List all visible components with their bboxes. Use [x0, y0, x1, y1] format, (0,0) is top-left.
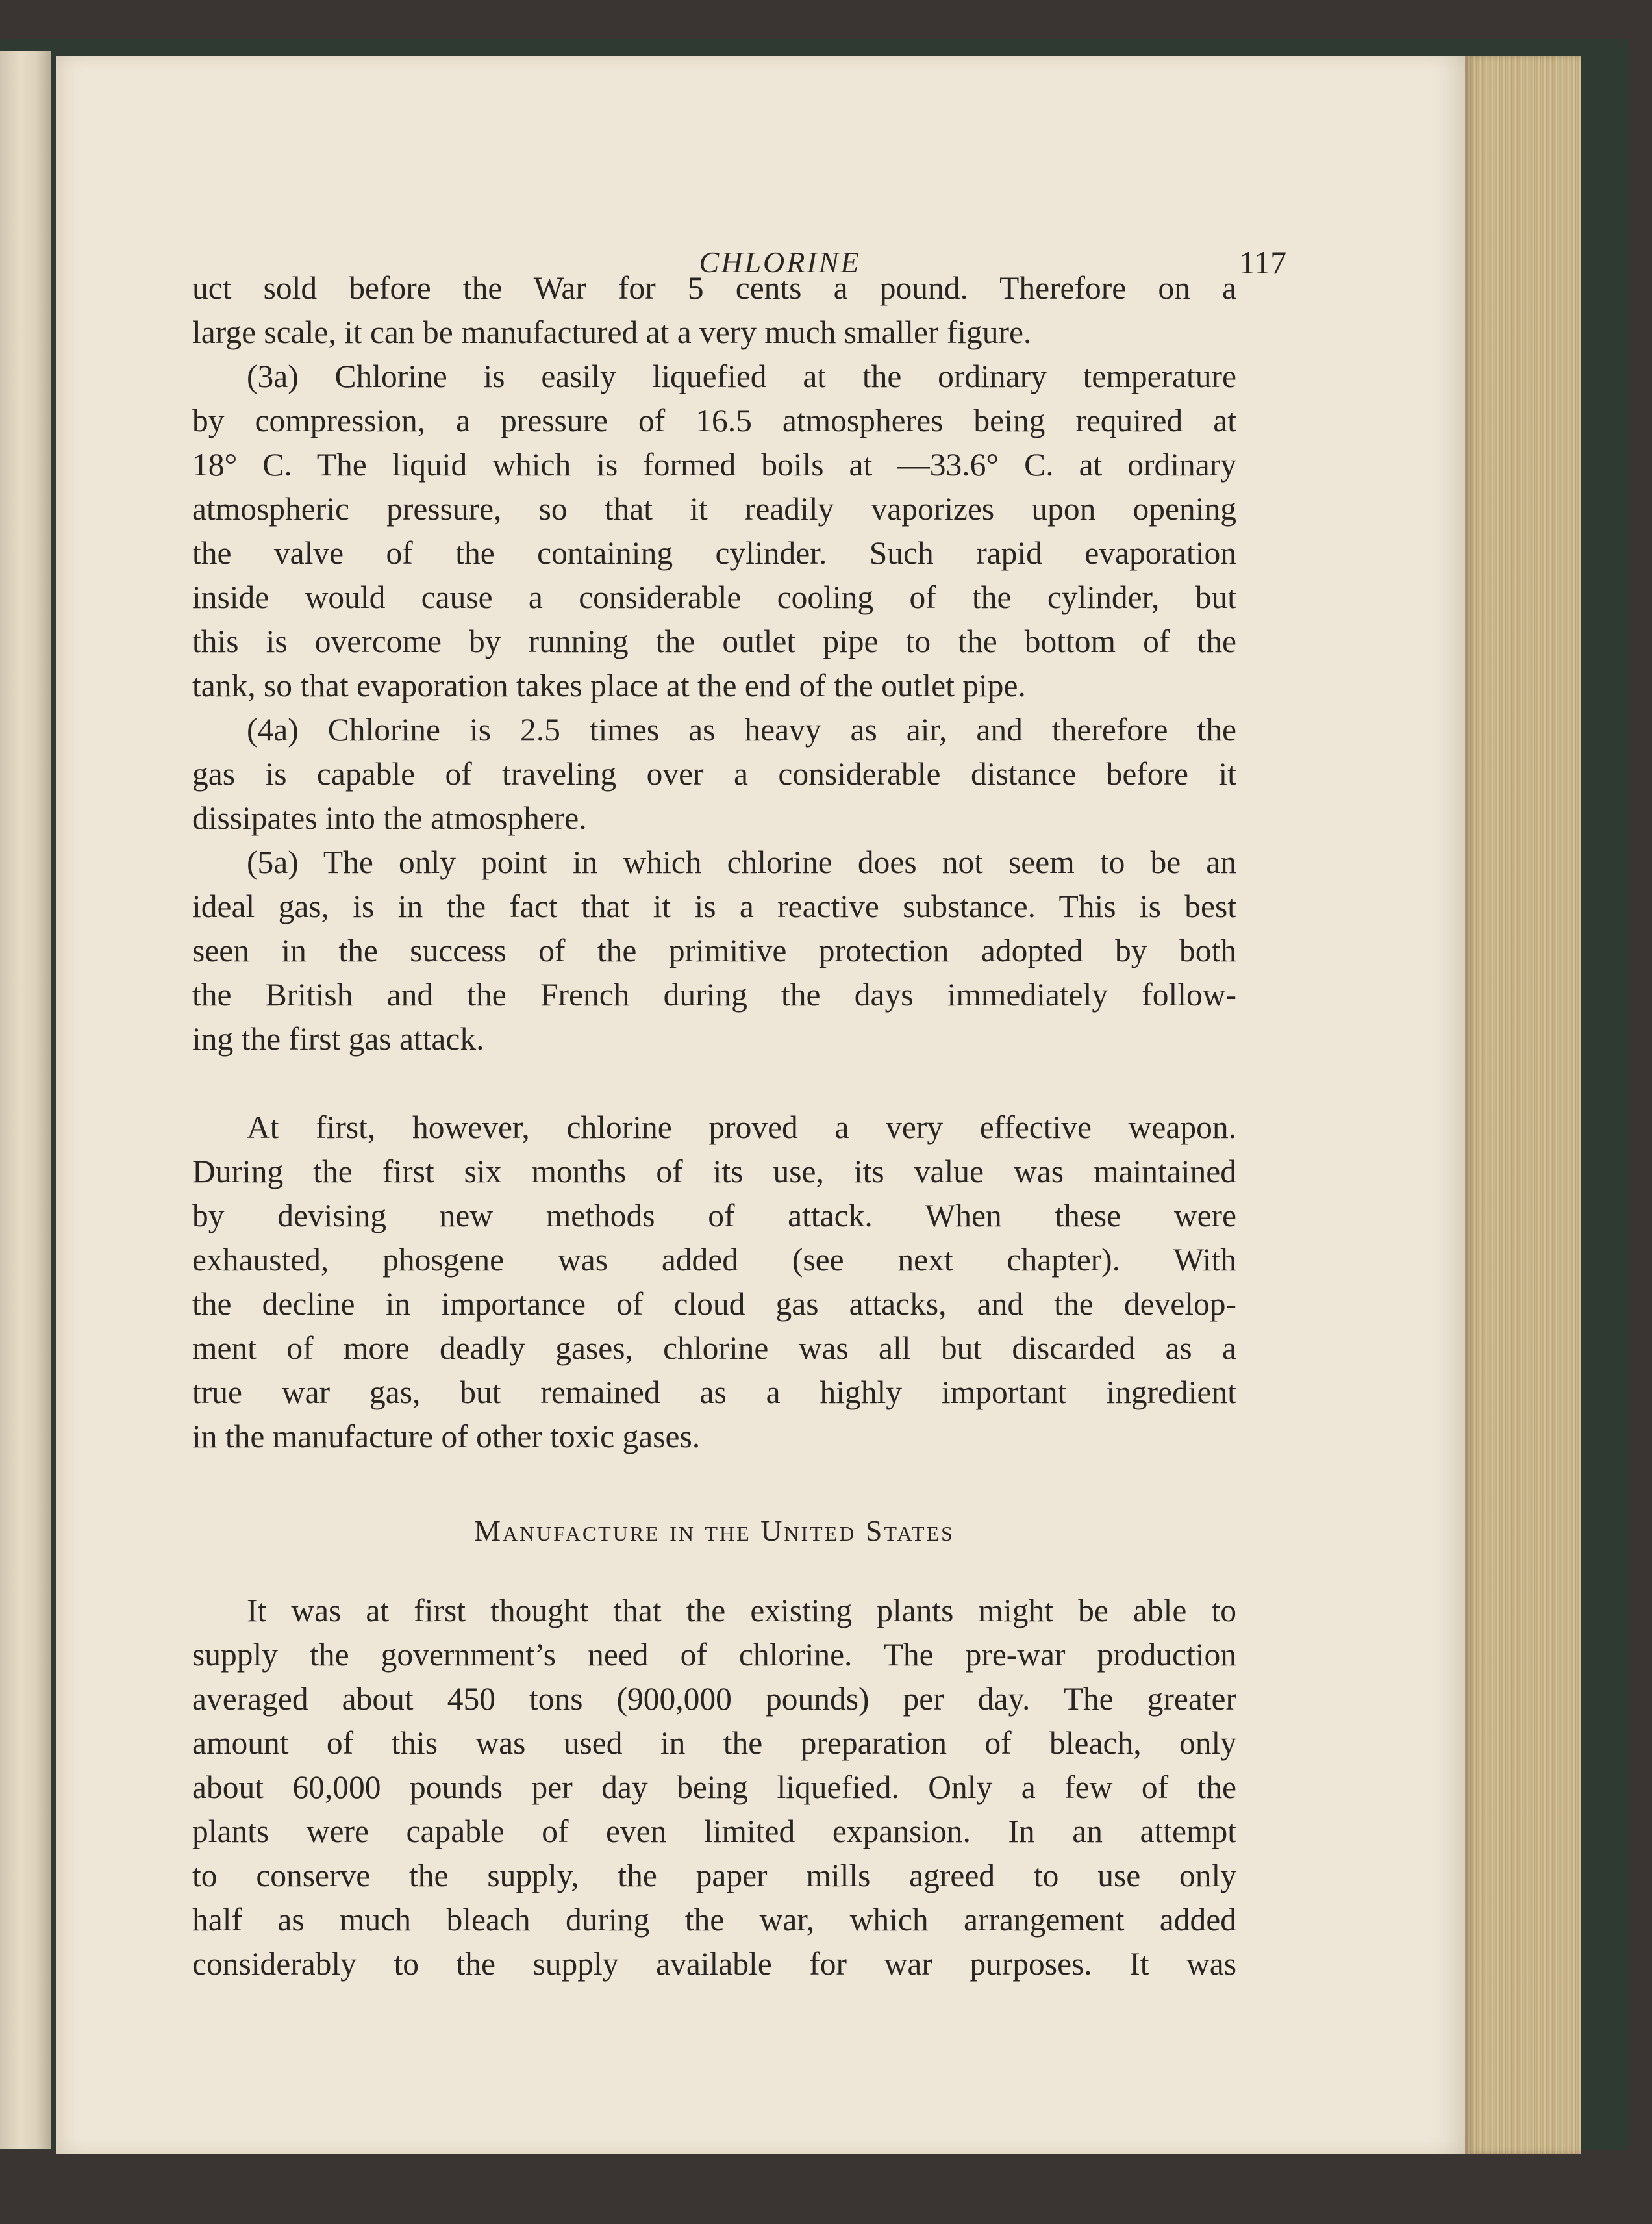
- text-block-1: [192, 266, 1236, 1061]
- text-line: the decline in importance of cloud gas attacks, and the develop-: [192, 1286, 1236, 1322]
- left-page-edge: [0, 51, 51, 2149]
- text-block-3: [192, 1589, 1236, 1986]
- page-number: 117: [1239, 244, 1287, 281]
- text-line: the valve of the containing cylinder. Such rapid evaporation: [192, 535, 1236, 571]
- text-block-2: [192, 1106, 1236, 1459]
- text-line: seen in the success of the primitive protection adopted by both: [192, 933, 1236, 968]
- text-line: inside would cause a considerable cooling of the cylinder, but: [192, 579, 1236, 615]
- text-line: half as much bleach during the war, which arrangement added: [192, 1902, 1236, 1938]
- text-line: dissipates into the atmosphere.: [192, 800, 587, 836]
- text-line: the British and the French during the days immediately follow-: [192, 977, 1236, 1013]
- section-heading: Manufacture in the United States: [474, 1514, 955, 1547]
- text-line: this is overcome by running the outlet pipe to the bottom of the: [192, 624, 1236, 659]
- text-line: averaged about 450 tons (900,000 pounds) per day. The greater: [192, 1681, 1236, 1717]
- text-line: ing the first gas attack.: [192, 1021, 484, 1057]
- text-line: ideal gas, is in the fact that it is a reactive substance. This is best: [192, 889, 1236, 924]
- running-title: CHLORINE: [699, 246, 861, 279]
- text-line: to conserve the supply, the paper mills agreed to use only: [192, 1858, 1236, 1893]
- text-line: large scale, it can be manufactured at a very much smaller figure.: [192, 314, 1032, 350]
- text-line: uct sold before the War for 5 cents a pound. Therefore on a: [192, 270, 1236, 306]
- text-line: gas is capable of traveling over a considerable distance before it: [192, 756, 1236, 792]
- text-line: exhausted, phosgene was added (see next chapter). With: [192, 1242, 1236, 1278]
- text-line: 18° C. The liquid which is formed boils at —33.6° C. at ordinary: [192, 447, 1236, 483]
- text-line: in the manufacture of other toxic gases.: [192, 1419, 701, 1454]
- page-header: [56, 183, 1465, 280]
- text-line: ment of more deadly gases, chlorine was all but discarded as a: [192, 1330, 1236, 1366]
- text-line: by devising new methods of attack. When these were: [192, 1198, 1236, 1233]
- text-line: At first, however, chlorine proved a very effective weapon.: [247, 1109, 1236, 1145]
- text-line: (4a) Chlorine is 2.5 times as heavy as air, and therefore the: [247, 712, 1236, 748]
- text-line: considerably to the supply available for war purposes. It was: [192, 1946, 1236, 1982]
- text-line: atmospheric pressure, so that it readily vaporizes upon opening: [192, 491, 1236, 527]
- text-line: supply the government’s need of chlorine. The pre-war production: [192, 1637, 1236, 1673]
- text-line: true war gas, but remained as a highly important ingredient: [192, 1374, 1236, 1410]
- text-line: During the first six months of its use, its value was maintained: [192, 1154, 1236, 1189]
- text-line: amount of this was used in the preparation of bleach, only: [192, 1725, 1236, 1761]
- text-line: tank, so that evaporation takes place at the end of the outlet pipe.: [192, 668, 1026, 703]
- text-line: (3a) Chlorine is easily liquefied at the ordinary temperature: [247, 359, 1236, 394]
- text-line: (5a) The only point in which chlorine does not seem to be an: [247, 844, 1236, 880]
- text-line: It was at first thought that the existing plants might be able to: [247, 1593, 1236, 1628]
- text-line: by compression, a pressure of 16.5 atmospheres being required at: [192, 403, 1236, 438]
- page-block-edge: [1465, 56, 1581, 2154]
- text-line: about 60,000 pounds per day being liquefied. Only a few of the: [192, 1769, 1236, 1805]
- text-line: plants were capable of even limited expansion. In an attempt: [192, 1813, 1236, 1849]
